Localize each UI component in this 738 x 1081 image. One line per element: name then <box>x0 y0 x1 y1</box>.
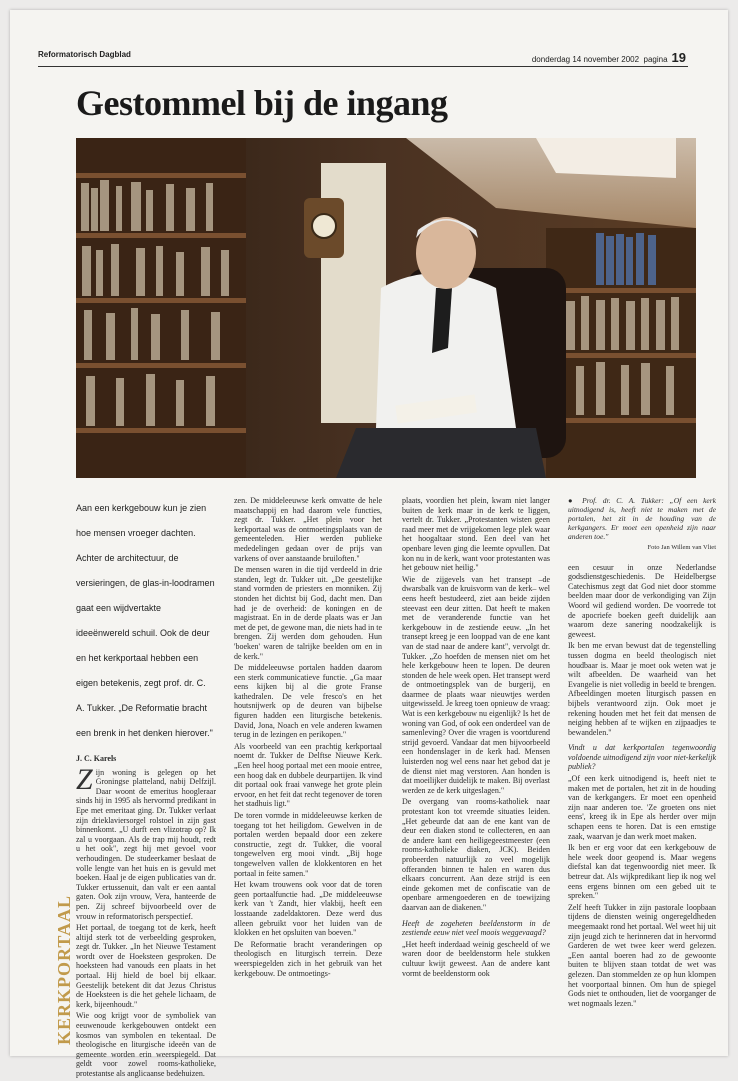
body-paragraph <box>76 762 216 922</box>
body-paragraph: De toren vormde in middeleeuwse kerken de toegang tot het heiligdom. Gewelven in de portalen werden bepaald door een zekere constructie, zegt dr. Tukker, die vooral tongewelven erg mooi vindt. „Bij hoge tongewelven vallen de klokkentoren en het portaal in feite samen." <box>234 811 382 878</box>
interview-question: Vindt u dat kerkportalen tegenwoordig voldoende uitnodigend zijn voor niet-kerkelijk publiek? <box>568 743 716 772</box>
page-label: pagina <box>643 55 668 64</box>
article-column-2 <box>234 496 382 980</box>
header-rule <box>38 66 688 67</box>
article-column-3 <box>402 496 550 980</box>
body-paragraph: plaats, voordien het plein, kwam niet langer buiten de kerk maar in de kerk te liggen, vertelt dr. Tukker. „Protestanten wisten geen raad meer met de vrijgekomen lege plek waar het hoogaltaar stond. Een deel van het openbare leven ging die leemte opvullen. Dat kon nu in de kerk, want voor protestanten was het gebouw niet heilig." <box>402 496 550 573</box>
body-paragraph: Als voorbeeld van een prachtig kerkportaal noemt dr. Tukker de Delftse Nieuwe Kerk. „Een heel hoog portaal met een mooie entree, een hoog dak en dubbele deurpartijen. Ik vind dit portaal ook fraai vanwege het grote plein ervoor, en het feit dat recht tegenover de toren het stadhuis ligt." <box>234 741 382 809</box>
body-paragraph: De middeleeuwse portalen hadden daarom een sterk communicatieve functie. „Ga maar eens kijken bij al die grote Franse kathedralen. De vele fresco's en het houtsnijwerk op de deuren van bijbelse figuren hadden een liturgische betekenis. David, Jona, Noach en vele anderen kwamen terug in de lezingen en perikopen." <box>234 663 382 740</box>
section-label: KERKPORTAAL <box>54 894 74 1045</box>
body-paragraph: Wie de zijgevels van het transept –de dwarsbalk van de kruisvorm van de kerk– wel eens heeft bestudeerd, ziet aan beide zijden steevast een deur zitten. Dat heeft te maken met de veranderende functie van het kerkgebouw in de zestiende eeuw. „In het transept kreeg je een looppad van de ene kant van de stad naar de andere kant", vervolgt dr. Tukker. „Zo hoefden de mensen niet om het hele kerkgebouw heen te lopen. De deuren stonden de hele week open. Het transept werd de ontmoetingsplek van de burgerij, en daarmee de plaats waar nieuwtjes werden uitgewisseld. Je kreeg toen opnieuw de vraag: Wat is een kerkgebouw nu eigenlijk? Is het de woning van God, of ook een onderdeel van de samenleving? Over die vragen is voortdurend strijd gevoerd. Vandaar dat men bijvoorbeeld een hondenslager in de kerk had. Mensen luisterden nog wel eens naar het gebod dat je de dienst niet mag verstoren. Aan honden is dat moeilijker duidelijk te maken. Bij overlast werden ze de kerk uitgeslagen." <box>402 574 550 795</box>
photo-caption: ● Prof. dr. C. A. Tukker: „Of een kerk uitnodigend is, heeft niet te maken met de portalen, het zit in de houding van de kerkgangers. Er moet een openheid zijn naar anderen toe." <box>568 496 716 541</box>
date-line <box>532 50 686 65</box>
article-title: Gestommel bij de ingang <box>76 83 448 123</box>
body-paragraph: Het portaal, de toegang tot de kerk, heeft altijd sterk tot de verbeelding gesproken, zegt dr. Tukker. „In het Nieuwe Testament wordt over de Hoeksteen gesproken. De hoeksteen had vanouds een plaats in het portaal. Hij hield de boel bij elkaar. Geestelijk betekent dit dat Jezus Christus de Hoeksteen is die het gehele lichaam, de kerk, bijeenhoudt." <box>76 923 216 1009</box>
body-paragraph: De overgang van rooms-katholiek naar protestant kon tot vreemde situaties leiden. „Het gebeurde dat aan de ene kant van de deur een diaken stond te collecteren, en aan de andere kant een heiligegeestmeester (een rooms-katholieke diaken, JCK). Beiden probeerden natuurlijk zo veel mogelijk offeranden binnen te halen en waren dus elkaars concurrent. Aan deze strijd is een einde gekomen met de confiscatie van de openbare armengoederen en de toewijzing daarvan aan de diakenen." <box>402 797 550 912</box>
article-intro: Aan een kerkgebouw kun je zien hoe mensen vroeger dachten. Achter de architectuur, de versieringen, de glas-in-loodramen gaat een wijdvertakte ideeënwereld schuil. Ook de deur en het kerkportaal hebben een eigen betekenis, zegt prof. dr. C. A. Tukker. „De Reformatie bracht een brenk in het denken hierover." <box>76 503 215 738</box>
issue-date: donderdag 14 november 2002 <box>531 55 640 64</box>
body-paragraph: „Of een kerk uitnodigend is, heeft niet te maken met de portalen, het zit in de houding van de kerkgangers. Er moet een openheid zijn naar anderen toe. 'Ze groeten ons niet eens', kreeg ik in Epe als herder over mijn schapen eens te horen. Dat is een ernstige zaak, waarvan je dan werk moet maken. <box>568 774 716 841</box>
body-paragraph: Wie oog krijgt voor de symboliek van eeuwenoude kerkgebouwen ontdekt een kosmos van symbolen en tekentaal. De theologische en liturgische ideeën van de gemeente worden erin weerspiegeld. Dat geldt voor zowel rooms-katholieke, protestantse als anglicaanse bedehuizen. <box>76 1011 216 1078</box>
body-paragraph: Ik ben me ervan bewust dat de tegenstelling tussen dogma en beeld theologisch niet houdbaar is. Maar je moet ook weten wat je wilt afbeelden. De waarheid van het Evangelie is niet volledig in beeld te brengen. Afbeeldingen moeten liturgisch passen en bijbels verantwoord zijn. Ook moet je rekening houden met het feit dat mensen de neiging hebben af te wijken en zijpaadjes te bewandelen." <box>568 641 716 737</box>
body-paragraph: „Het heeft inderdaad weinig gescheeld of we waren door de beeldenstorm hele stukken cultuur kwijt geweest. Aan de andere kant vormt de beeldenstorm ook <box>402 939 550 978</box>
publication-name: Reformatorisch Dagblad <box>38 50 131 59</box>
body-paragraph: De Reformatie bracht veranderingen op theologisch en liturgisch terrein. Deze weerspiegelden zich in het gebruik van het kerkgebouw. De ontmoetings- <box>234 939 382 978</box>
paragraph-text: ijn woning is gelegen op het Groningse platteland, nabij Delfzijl. Daar woont de emeritus hoogleraar sinds hij in 1995 als hervormd predikant in Epe met emeritaat ging. Dr. Tukker verlaat zijn drieklaviersorgel rolstoel in zijn gast binnenkomt. „U durft een vlizotrap op? Ik zal u voorgaan. Als de trap mij houdt, redt u het ook", zegt hij met gevoel voor verhoudingen. De studeerkamer beslaat de volle lengte van het huis en is gevuld met boeken. Haal je de eigen publicaties van dr. Tukker ertussenuit, dan valt er een aantal gaten. Ook zijn vrouw, Vera, hanteerde de pen. Zij schreef bijvoorbeeld over de vrouw in reformatorisch perspectief. <box>76 767 216 921</box>
article-column-1 <box>76 496 216 1081</box>
body-paragraph: een cesuur in onze Nederlandse godsdienstgeschiedenis. De Heidelbergse Catechismus zegt dat God niet door stomme beelden maar door de verkondiging van Zijn Woord wil gediend worden. De voorrede tot de apocriefe boeken geeft duidelijk aan waarom deze sanering noodzakelijk is geweest. <box>568 562 716 639</box>
body-paragraph: Het kwam trouwens ook voor dat de toren geen portaalfunctie had. „De middeleeuwse kerk van 't Zandt, hier vlakbij, heeft een losstaande zadeldaktoren. Deze werd dus alleen gebruikt voor het luiden van de klokken en het opsluiten van boeven." <box>234 880 382 938</box>
article-photo <box>76 138 696 478</box>
newspaper-page <box>10 10 728 1078</box>
body-paragraph: Zelf heeft Tukker in zijn pastorale loopbaan tijdens de diensten weinig ongeregeldheden meegemaakt rond het portaal. Wel weet hij uit zijn jeugd zich te herinneren dat in hervormd Garderen de wet twee keer werd gelezen. „Een aantal boeren had zo de gewoonte buiten te blijven staan totdat de wet was gelezen. Dan stommelden ze op hun klompen het voorportaal binnen. Om hun de spiegel Gods niet te onthouden, liet de voorganger de wet nogmaals lezen." <box>568 902 716 1008</box>
drop-cap: Z <box>76 762 93 796</box>
interview-question: Heeft de zogeheten beeldenstorm in de zestiende eeuw niet veel moois weggevaagd? <box>402 918 550 938</box>
photo-credit: Foto Jan Willem van Vliet <box>647 544 716 551</box>
article-byline: J. C. Karels <box>76 754 117 763</box>
body-paragraph: De mensen waren in die tijd verdeeld in drie standen, legt dr. Tukker uit. „De geestelijke stand vormden de priesters en monniken. Zij stonden het dichtst bij God, dacht men. Dan had je de overheid: de koningen en de magistraat. En in de derde plaats was er Jan met de pet, de gewone man, die niets had in te brengen. Zij werden dom gehouden. Hun 'boeken' waren de talrijke beelden om en in de kerk." <box>234 565 382 661</box>
body-paragraph: zen. De middeleeuwse kerk omvatte de hele maatschappij en had daarom vele functies, zegt dr. Tukker. „Het plein voor het kerkportaal was de ontmoetingsplaats van de gemeenteleden. Hier werden publieke mededelingen gedaan over de prijs van varkens of over aanstaande bruiloften." <box>234 496 382 563</box>
page-number: 19 <box>671 50 686 65</box>
body-paragraph: Ik ben er erg voor dat een kerkgebouw de hele week door geopend is. Maar wegens diefstal kan dat tegenwoordig niet meer. Ik betreur dat. Als wijkpredikant liep ik nog wel eens ergens binnen om een gebed uit te spreken." <box>568 843 716 901</box>
article-column-4 <box>568 496 716 1010</box>
